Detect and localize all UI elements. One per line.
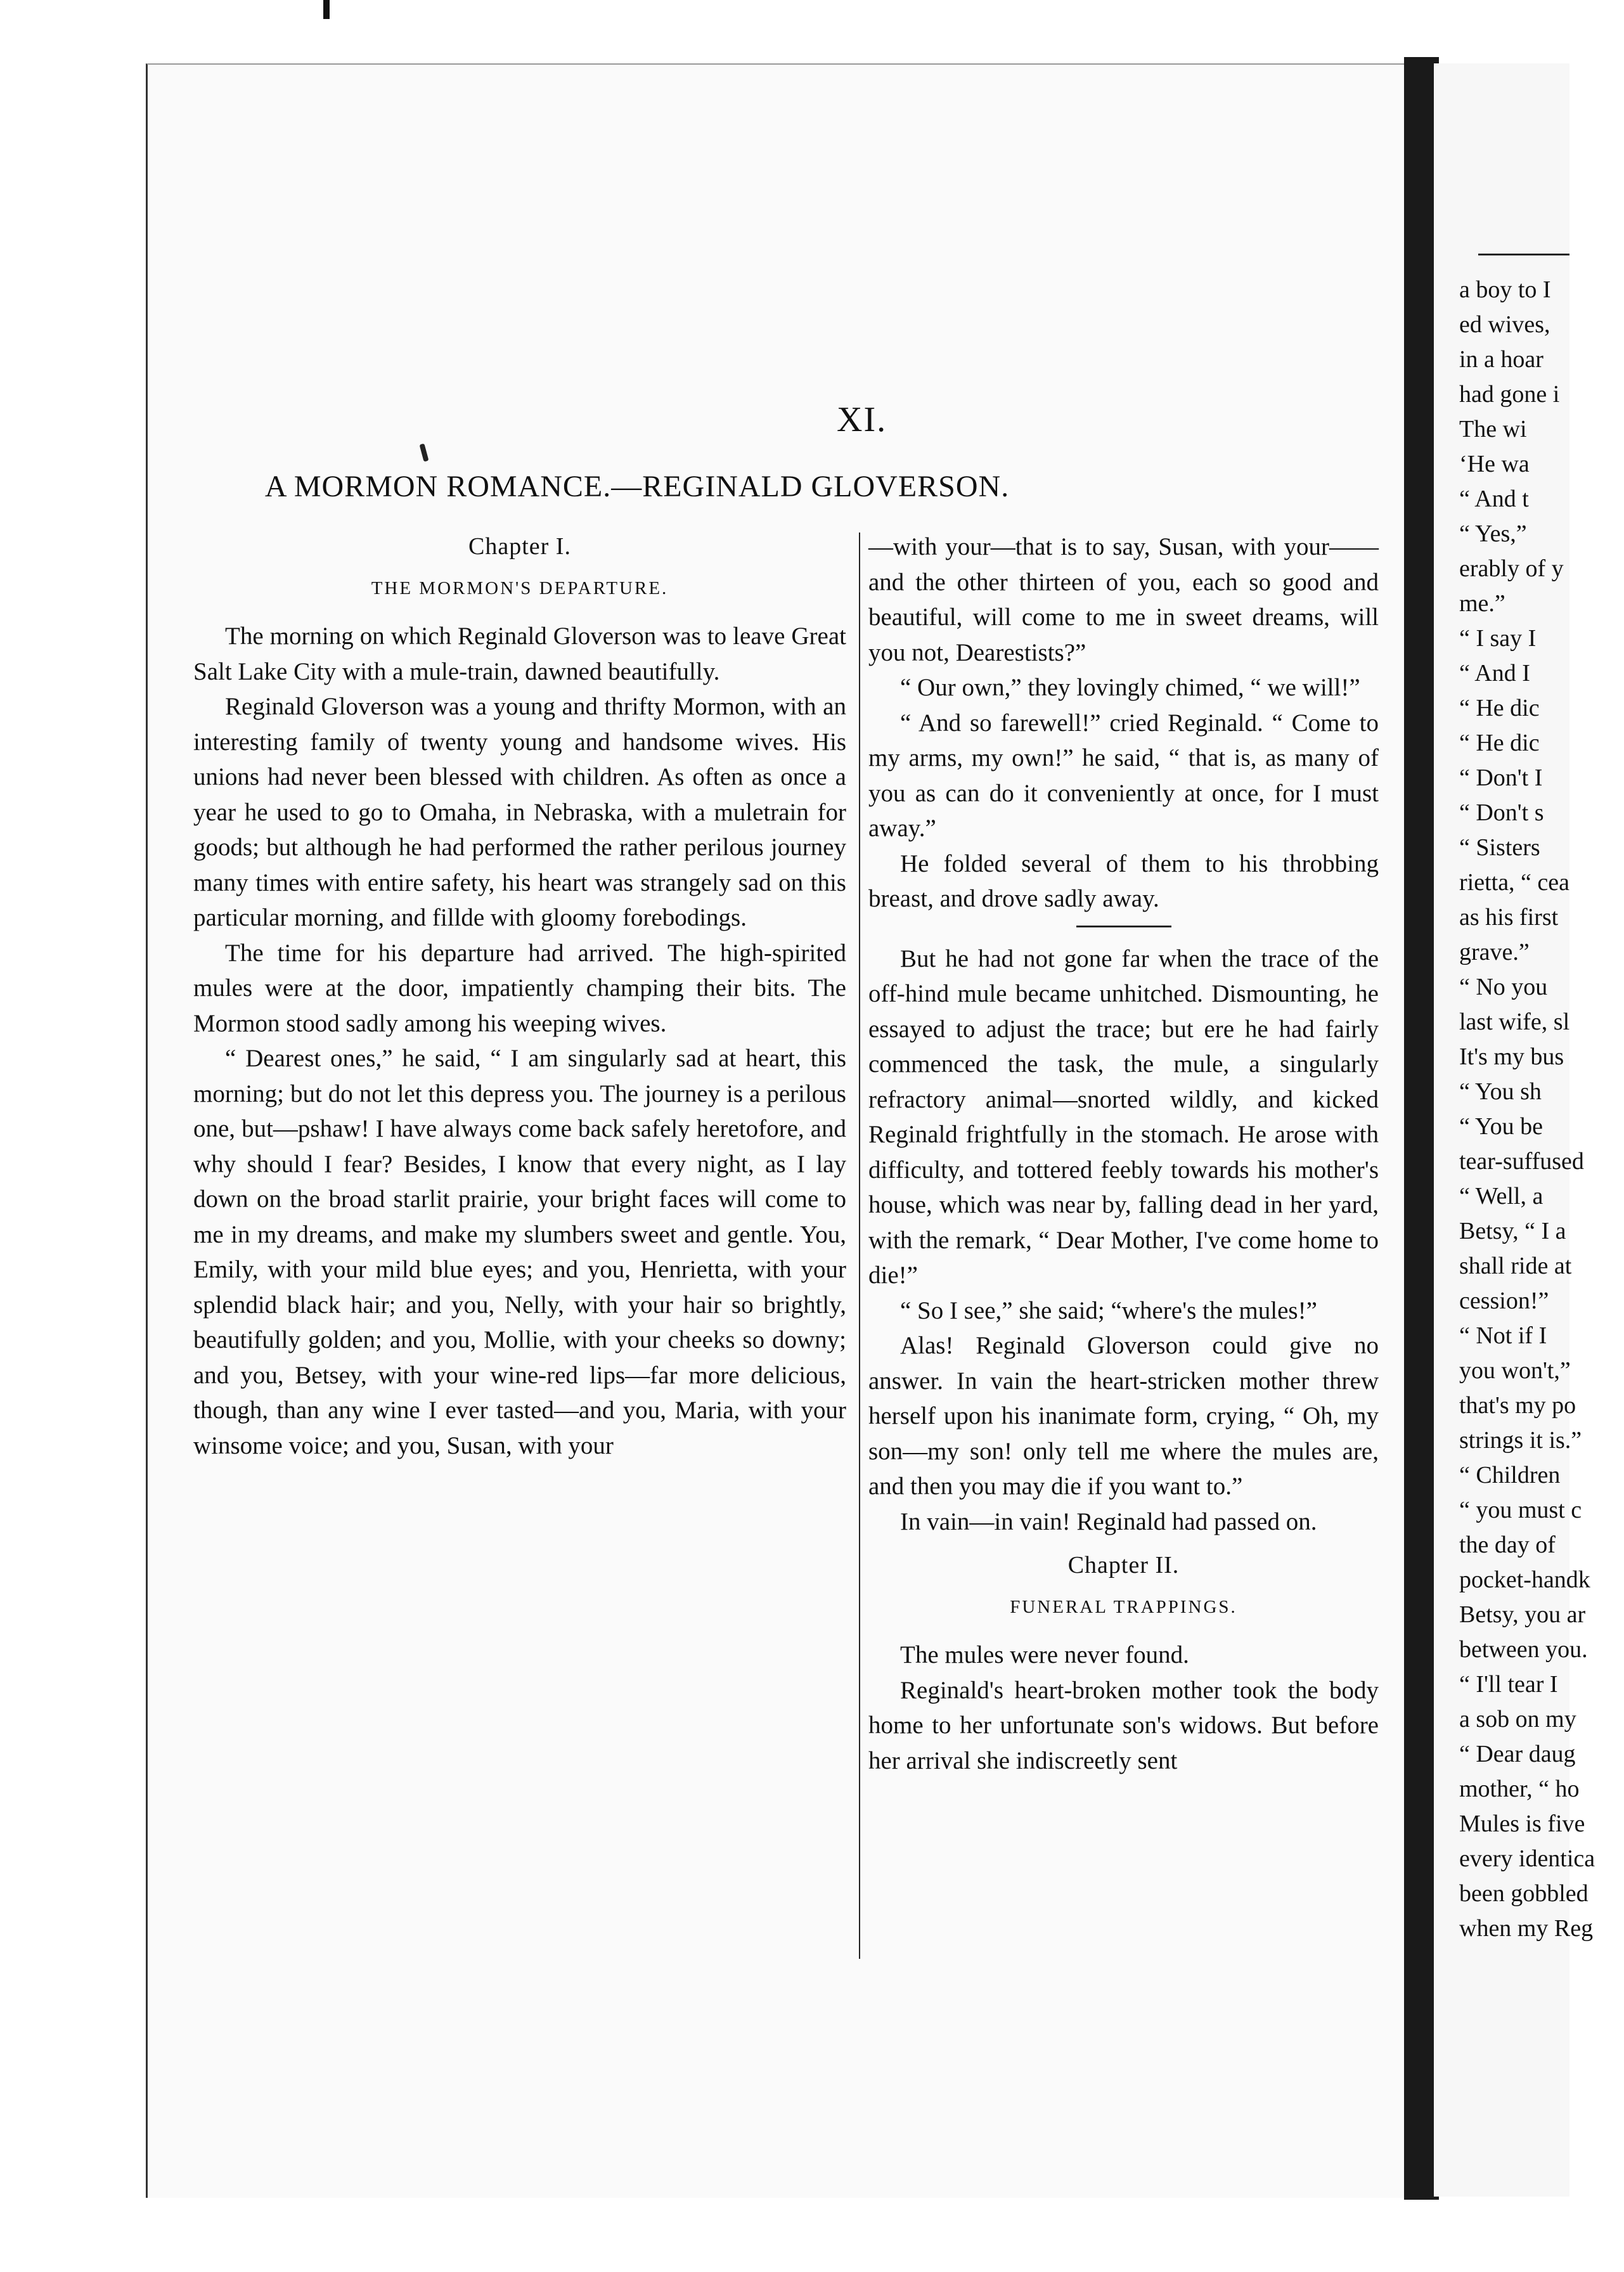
adjacent-page-line: strings it is.”: [1459, 1427, 1582, 1454]
adjacent-page-line: “ And I: [1459, 660, 1530, 687]
adjacent-page-line: “ Yes,”: [1459, 520, 1527, 547]
adjacent-page-line: ed wives,: [1459, 311, 1550, 338]
adjacent-page-line: a boy to I: [1459, 276, 1551, 303]
paragraph: “ So I see,” she said; “where's the mules!”: [900, 1296, 1317, 1324]
adjacent-page-line: Mules is five: [1459, 1810, 1585, 1837]
right-column: [868, 529, 1379, 1778]
paragraph: “ Dearest ones,” he said, “ I am singularly sad at heart, this morning; but do not let this depress you. The journey is a perilous one, but—pshaw! I have always come back safely heretofore, and why should I fear? Besides, I know that every night, as I lay down on the broad starlit prairie, your bright faces will come to me in my dreams, and make my slumbers sweet and gentle. You, Emily, with your mild blue eyes; and you, Henrietta, with your splendid black hair; and you, Nelly, with your hair so brightly, beautifully golden; and you, Mollie, with your cheeks so downy; and you, Betsey, with your wine-red lips—far more delicious, though, than any wine I ever tasted—and you, Maria, with your winsome voice; and you, Susan, with your: [193, 1045, 846, 1459]
adjacent-page-line: “ you must c: [1459, 1497, 1582, 1523]
adjacent-page-line: shall ride at: [1459, 1253, 1572, 1279]
adjacent-page-line: Betsy, you ar: [1459, 1601, 1586, 1628]
paragraph: “ And so farewell!” cried Reginald. “ Come to my arms, my own!” he said, “ that is, as many of you as can do it conveniently at once, for I must away.”: [868, 709, 1379, 842]
adjacent-page-line: It's my bus: [1459, 1043, 1564, 1070]
adjacent-page-line: every identica: [1459, 1845, 1595, 1872]
paragraph: In vain—in vain! Reginald had passed on.: [900, 1507, 1317, 1535]
adjacent-page-line: “ I say I: [1459, 625, 1537, 652]
paragraph: “ Our own,” they lovingly chimed, “ we will!”: [900, 674, 1360, 701]
adjacent-page-line: rietta, “ cea: [1459, 869, 1570, 896]
adjacent-page-line: between you.: [1459, 1636, 1588, 1663]
adjacent-page: [1434, 63, 1595, 2197]
section-break-rule: [1076, 926, 1171, 927]
adjacent-page-line: “ He dic: [1459, 730, 1540, 756]
paragraph: The mules were never found.: [900, 1641, 1189, 1668]
page-title: A MORMON ROMANCE.—REGINALD GLOVERSON.: [264, 470, 1010, 503]
adjacent-page-line: “ Don't I: [1459, 765, 1543, 791]
adjacent-page-line: “ No you: [1459, 974, 1548, 1000]
chapter-heading: Chapter II.: [1067, 1552, 1180, 1578]
scan-mark: [323, 0, 330, 19]
chapter-heading: Chapter I.: [468, 533, 571, 560]
adjacent-page-line: last wife, sl: [1459, 1009, 1570, 1035]
paragraph: He folded several of them to his throbbing breast, and drove sadly away.: [868, 849, 1379, 912]
adjacent-page-line: The wi: [1459, 416, 1527, 442]
left-column: [193, 529, 846, 1463]
adjacent-page-line: a sob on my: [1459, 1706, 1576, 1733]
paragraph: —with your—that is to say, Susan, with your——and the other thirteen of you, each so good and beautiful, will come to me in sweet dreams, will you not, Dearestists?”: [868, 533, 1379, 666]
adjacent-page-line: tear-suffused: [1459, 1148, 1584, 1175]
adjacent-page-line: “ You sh: [1459, 1078, 1542, 1105]
paragraph: Reginald's heart-broken mother took the body home to her unfortunate son's widows. But before her arrival she indiscreetly sent: [868, 1676, 1379, 1774]
adjacent-page-line: that's my po: [1459, 1392, 1576, 1419]
adjacent-page-line: “ Well, a: [1459, 1183, 1543, 1210]
adjacent-page-rule: [1478, 254, 1569, 255]
adjacent-page-line: erably of y: [1459, 555, 1564, 582]
adjacent-page-line: ‘He wa: [1459, 451, 1530, 477]
adjacent-page-line: “ Dear daug: [1459, 1741, 1576, 1767]
adjacent-page-line: “ You be: [1459, 1113, 1543, 1140]
adjacent-page-line: “ Don't s: [1459, 799, 1544, 826]
adjacent-page-line: mother, “ ho: [1459, 1776, 1580, 1802]
paragraph: Alas! Reginald Gloverson could give no answer. In vain the heart-stricken mother threw herself upon his inanimate form, crying, “ Oh, my son—my son! only tell me where the mules are, and then you may die if you want to.”: [868, 1332, 1379, 1500]
adjacent-page-line: when my Reg: [1459, 1915, 1594, 1942]
adjacent-page-line: you won't,”: [1459, 1357, 1571, 1384]
adjacent-page-line: as his first: [1459, 904, 1559, 931]
adjacent-page-line: cession!”: [1459, 1288, 1549, 1314]
adjacent-page-text: [1459, 273, 1624, 1946]
adjacent-page-line: in a hoar: [1459, 346, 1543, 373]
adjacent-page-line: “ Not if I: [1459, 1322, 1547, 1349]
paragraph: The time for his departure had arrived. The high-spirited mules were at the door, impatiently champing their bits. The Mormon stood sadly among his weeping wives.: [193, 939, 846, 1037]
adjacent-page-line: grave.”: [1459, 939, 1530, 965]
adjacent-page-line: “ I'll tear I: [1459, 1671, 1558, 1698]
adjacent-page-line: me.”: [1459, 590, 1505, 617]
adjacent-page-line: “ Children: [1459, 1462, 1561, 1488]
paragraph: Reginald Gloverson was a young and thrifty Mormon, with an interesting family of twenty young and handsome wives. His unions had never been blessed with children. As often as once a year he used to go to Omaha, in Nebraska, with a muletrain for goods; but although he had performed the rather perilous journey many times with entire safety, his heart was strangely sad on this particular morning, and fillde with gloomy forebodings.: [193, 693, 846, 931]
adjacent-page-line: been gobbled: [1459, 1880, 1589, 1907]
adjacent-page-line: “ He dic: [1459, 695, 1540, 721]
adjacent-page-line: the day of: [1459, 1532, 1556, 1558]
paragraph: But he had not gone far when the trace of the off-hind mule became unhitched. Dismounting, he essayed to adjust the trace; but ere he had fairly commenced the task, the mule, a singularly refractory animal—snorted wildly, and kicked Reginald frightfully in the stomach. He arose with difficulty, and tottered feebly towards his mother's house, which was near by, falling dead in her yard, with the remark, “ Dear Mother, I've come home to die!”: [868, 945, 1379, 1289]
column-divider: [859, 532, 860, 1959]
chapter-subtitle: FUNERAL TRAPPINGS.: [1010, 1596, 1237, 1617]
adjacent-page-line: “ And t: [1459, 486, 1529, 512]
adjacent-page-line: Betsy, “ I a: [1459, 1218, 1566, 1244]
paragraph: The morning on which Reginald Gloverson was to leave Great Salt Lake City with a mule-train, dawned beautifully.: [193, 623, 846, 685]
adjacent-page-line: had gone i: [1459, 381, 1560, 408]
chapter-number: XI.: [837, 400, 887, 439]
adjacent-page-line: pocket-handk: [1459, 1566, 1590, 1593]
chapter-subtitle: THE MORMON'S DEPARTURE.: [371, 578, 669, 598]
adjacent-page-line: “ Sisters: [1459, 834, 1540, 861]
